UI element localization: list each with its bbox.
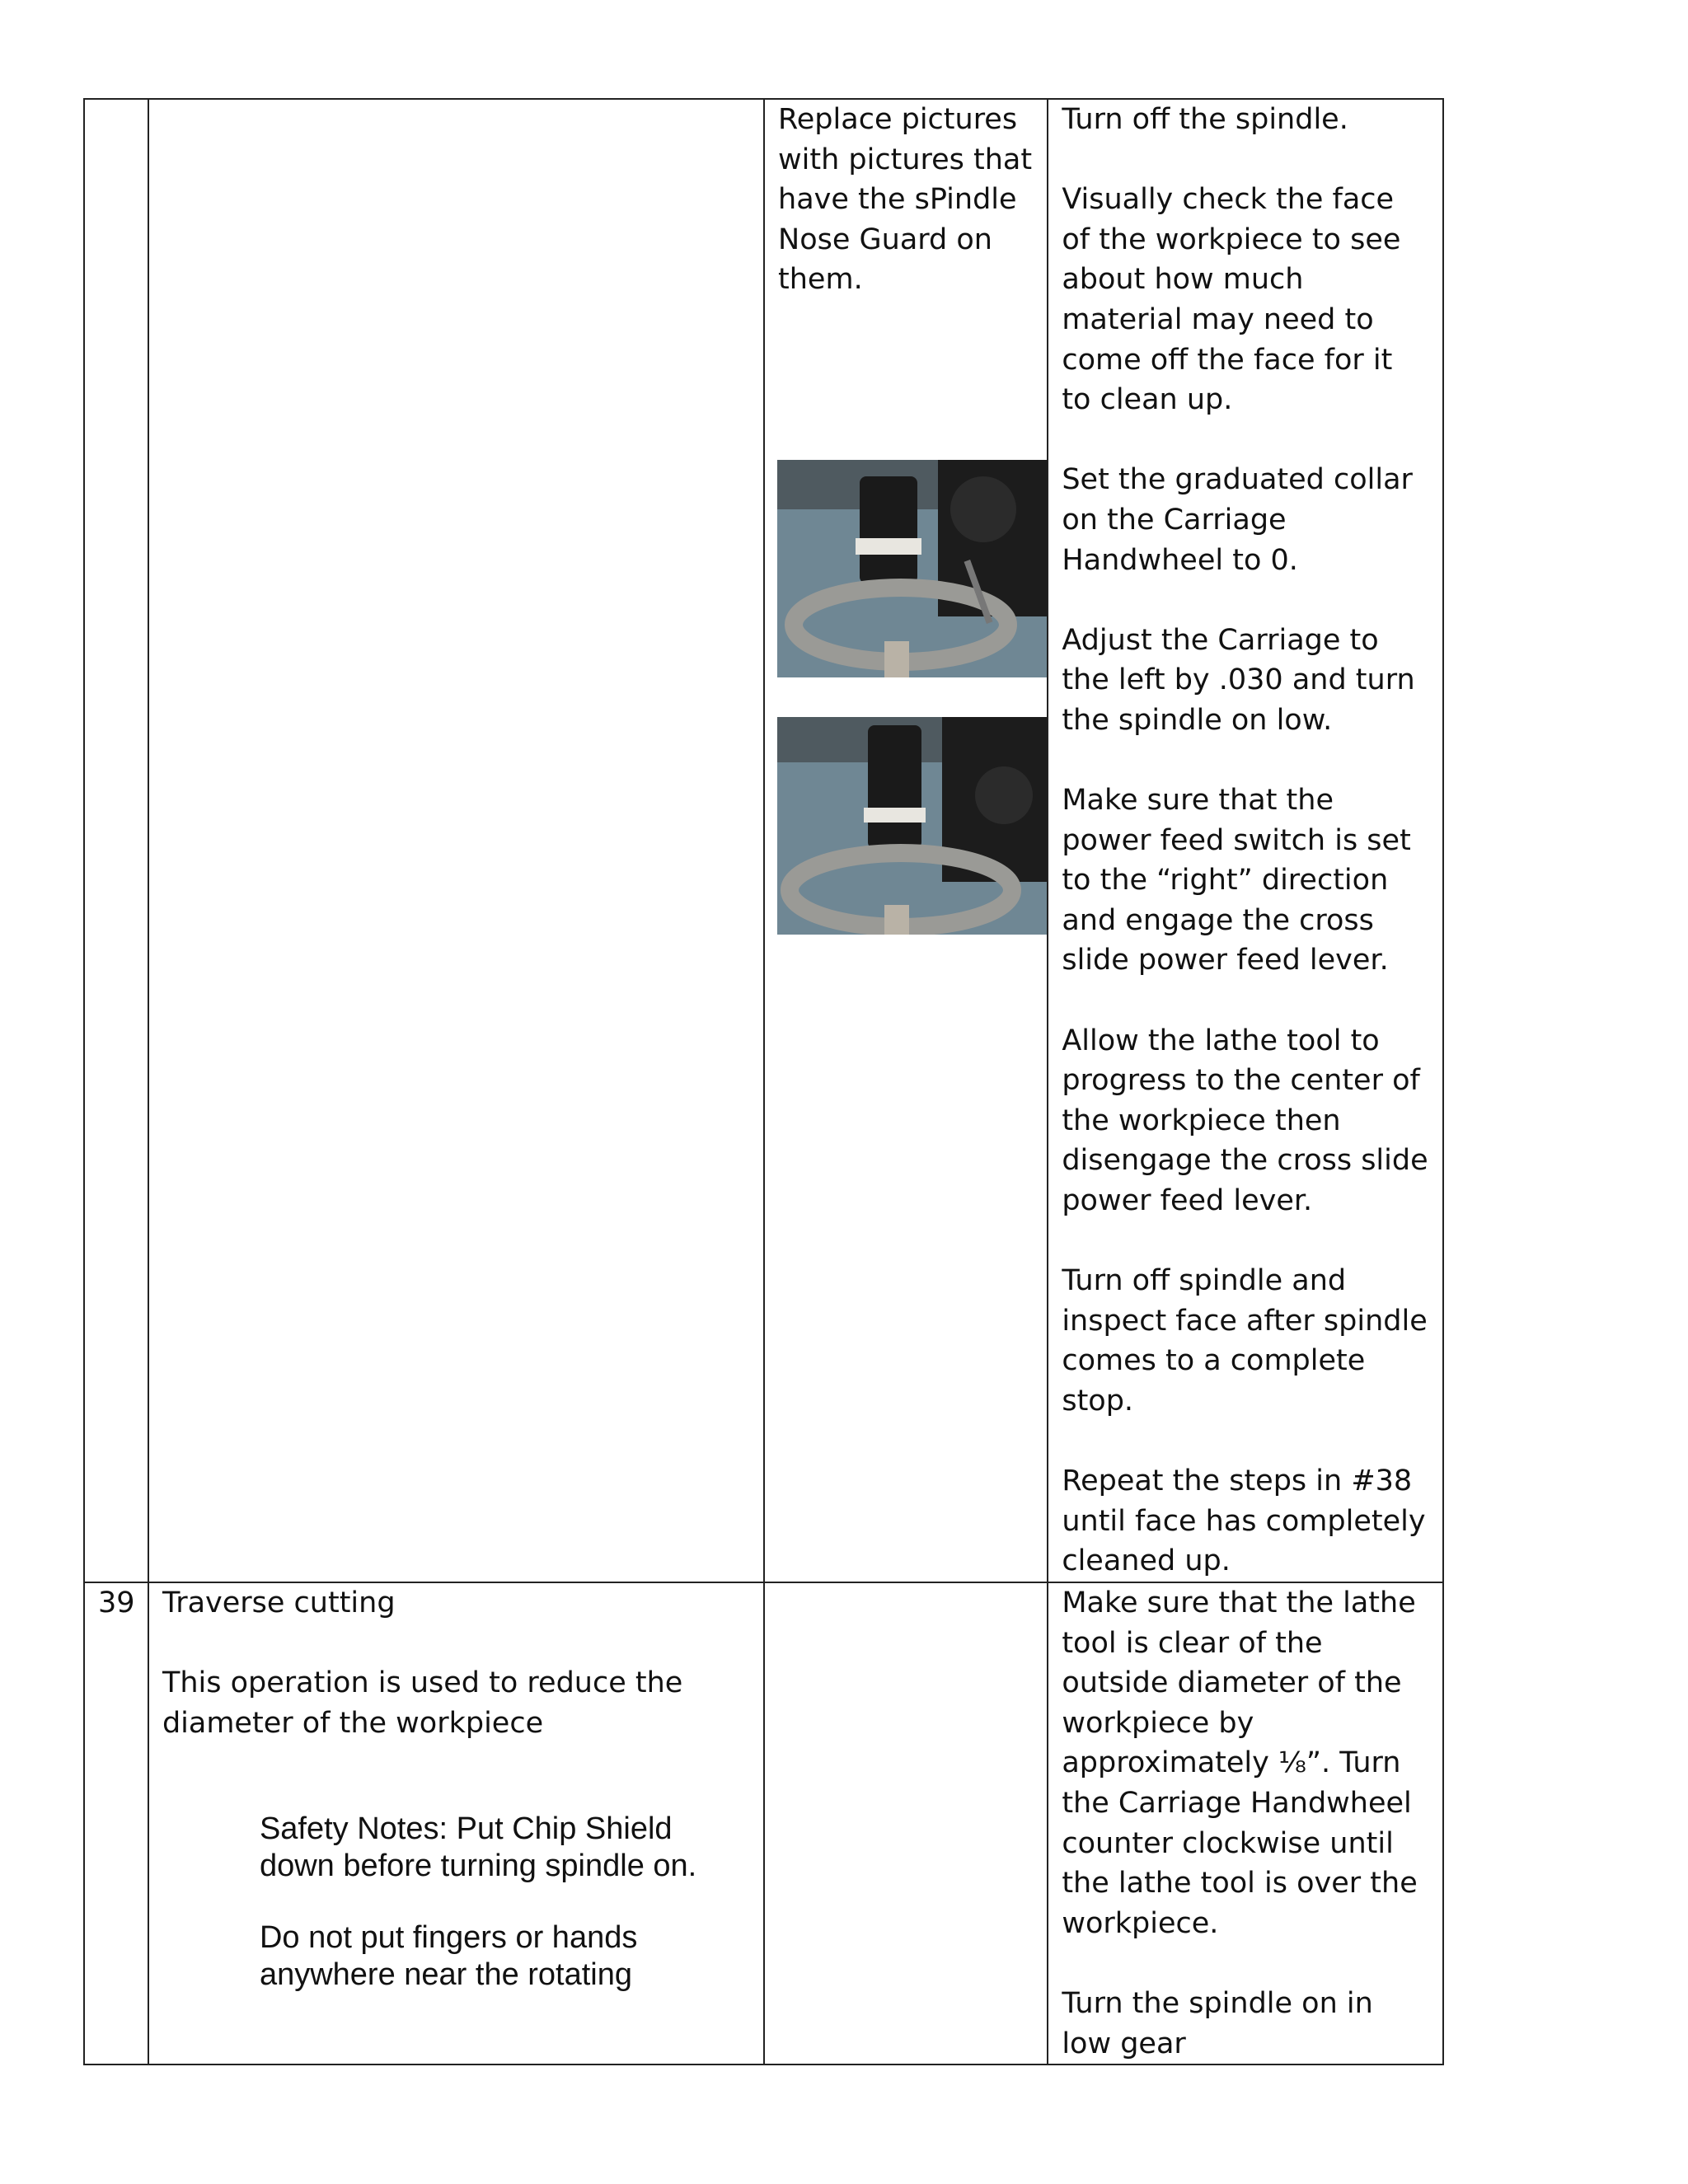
safety-note: Do not put fingers or hands anywhere near the rotating (259, 1920, 638, 1993)
instruction-step: Visually check the face of the workpiece to see about how much material may need to come off the face for it to clean up. (1062, 183, 1401, 417)
notes-images-cell (764, 1582, 1048, 2064)
instruction-step: Turn the spindle on in low gear (1062, 1986, 1373, 2060)
safety-note: Safety Notes: Put Chip Shield down before turning spindle on. (259, 1811, 697, 1884)
replace-pictures-note: Replace pictures with pictures that have the sPindle Nose Guard on them. (778, 103, 1033, 297)
notes-images-cell (764, 99, 1048, 1582)
table-row (84, 99, 1443, 1582)
instruction-step: Allow the lathe tool to progress to the center of the workpiece then disengage the cross slide power feed lever. (1062, 1024, 1428, 1218)
carriage-handwheel-photo (777, 460, 1048, 677)
operation-title: Traverse cutting (162, 1586, 396, 1619)
instruction-step: Repeat the steps in #38 until face has completely cleaned up. (1062, 1465, 1426, 1578)
instruction-step: Make sure that the lathe tool is clear of the outside diameter of the workpiece by approximately ⅛”. Turn the Carriage Handwheel counter clockwise until the lathe tool is over the workpiece. (1062, 1586, 1418, 1940)
instruction-step: Set the graduated collar on the Carriage Handwheel to 0. (1062, 463, 1413, 577)
carriage-handwheel-collar-photo (777, 717, 1048, 935)
safety-notes (260, 1811, 750, 1994)
instructions-cell (1048, 99, 1443, 1582)
step-number: 39 (98, 1586, 135, 1619)
operation-description: This operation is used to reduce the diameter of the workpiece (162, 1666, 683, 1740)
description-cell (148, 1582, 764, 2064)
instruction-step: Make sure that the power feed switch is set to the “right” direction and engage the cross slide power feed lever. (1062, 784, 1411, 977)
table-row (84, 1582, 1443, 2064)
instructions-cell (1048, 1582, 1443, 2064)
instruction-step: Turn off the spindle. (1062, 103, 1348, 136)
step-number-cell (84, 1582, 148, 2064)
instruction-step: Adjust the Carriage to the left by .030 and turn the spindle on low. (1062, 623, 1415, 737)
description-cell (148, 99, 764, 1582)
step-number-cell (84, 99, 148, 1582)
procedure-table (83, 98, 1444, 2065)
instruction-step: Turn off spindle and inspect face after spindle comes to a complete stop. (1062, 1264, 1428, 1418)
